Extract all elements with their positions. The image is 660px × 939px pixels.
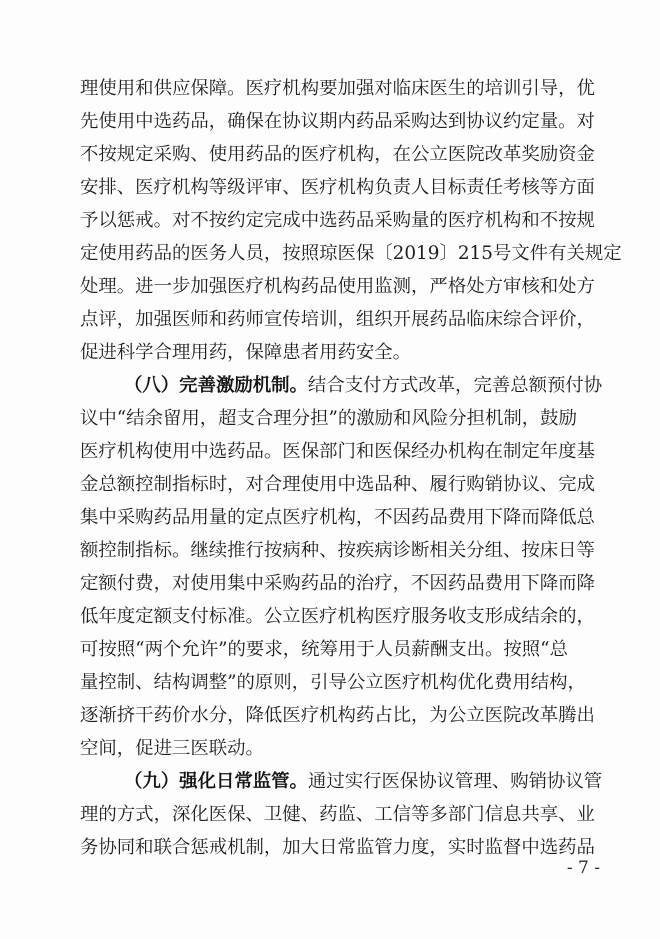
section-9-first-line [124,767,603,797]
section-8-first-line [124,371,603,401]
paragraph-line: 定使用药品的医务人员，按照琼医保〔2019〕215号文件有关规定 [80,243,622,264]
section-8-line: 低年度定额支付标准。公立医疗机构医疗服务收支形成结余的， [80,606,595,627]
paragraph-line: 先使用中选药品，确保在协议期内药品采购达到协议约定量。对 [80,111,595,132]
paragraph-line: 不按规定采购、使用药品的医疗机构，在公立医院改革奖励资金 [80,144,595,165]
section-9-line: 理的方式，深化医保、卫健、药监、工信等多部门信息共享、业 [80,804,595,825]
paragraph-line: 予以惩戒。对不按约定完成中选药品采购量的医疗机构和不按规 [80,210,595,231]
section-8-line: 议中“结余留用，超支合理分担”的激励和风险分担机制，鼓励 [80,408,577,429]
section-8-line: 逐渐挤干药价水分，降低医疗机构药占比，为公立医院改革腾出 [80,705,595,726]
paragraph-line: 处理。进一步加强医疗机构药品使用监测，严格处方审核和处方 [80,276,595,297]
paragraph-line: 安排、医疗机构等级评审、医疗机构负责人目标责任考核等方面 [80,177,595,198]
page-number: - 7 - [566,858,600,878]
section-8-line: 空间，促进三医联动。 [80,738,264,759]
section-8-line: 金总额控制指标时，对合理使用中选品种、履行购销协议、完成 [80,474,595,495]
section-8-line: 额控制指标。继续推行按病种、按疾病诊断相关分组、按床日等 [80,540,595,561]
paragraph-line: 点评，加强医师和药师宣传培训，组织开展药品临床综合评价， [80,309,595,330]
section-9-heading: （九）强化日常监管。 [124,771,308,792]
section-9-line: 务协同和联合惩戒机制，加大日常监管力度，实时监督中选药品 [80,837,595,858]
section-8-line: 定额付费，对使用集中采购药品的治疗，不因药品费用下降而降 [80,573,595,594]
section-8-line: 医疗机构使用中选药品。医保部门和医保经办机构在制定年度基 [80,441,595,462]
section-8-first-line-text: 结合支付方式改革，完善总额预付协 [307,375,603,396]
section-8-heading: （八）完善激励机制。 [124,375,308,396]
paragraph-line: 理使用和供应保障。医疗机构要加强对临床医生的培训引导，优 [80,78,595,99]
section-8-line: 集中采购药品用量的定点医疗机构，不因药品费用下降而降低总 [80,507,595,528]
section-8-line: 量控制、结构调整”的原则，引导公立医疗机构优化费用结构， [80,672,586,693]
section-8-line: 可按照“两个允许”的要求，统筹用于人员薪酬支出。按照“总 [80,639,568,660]
section-9-first-line-text: 通过实行医保协议管理、购销协议管 [307,771,603,792]
paragraph-line: 促进科学合理用药，保障患者用药安全。 [80,342,412,363]
